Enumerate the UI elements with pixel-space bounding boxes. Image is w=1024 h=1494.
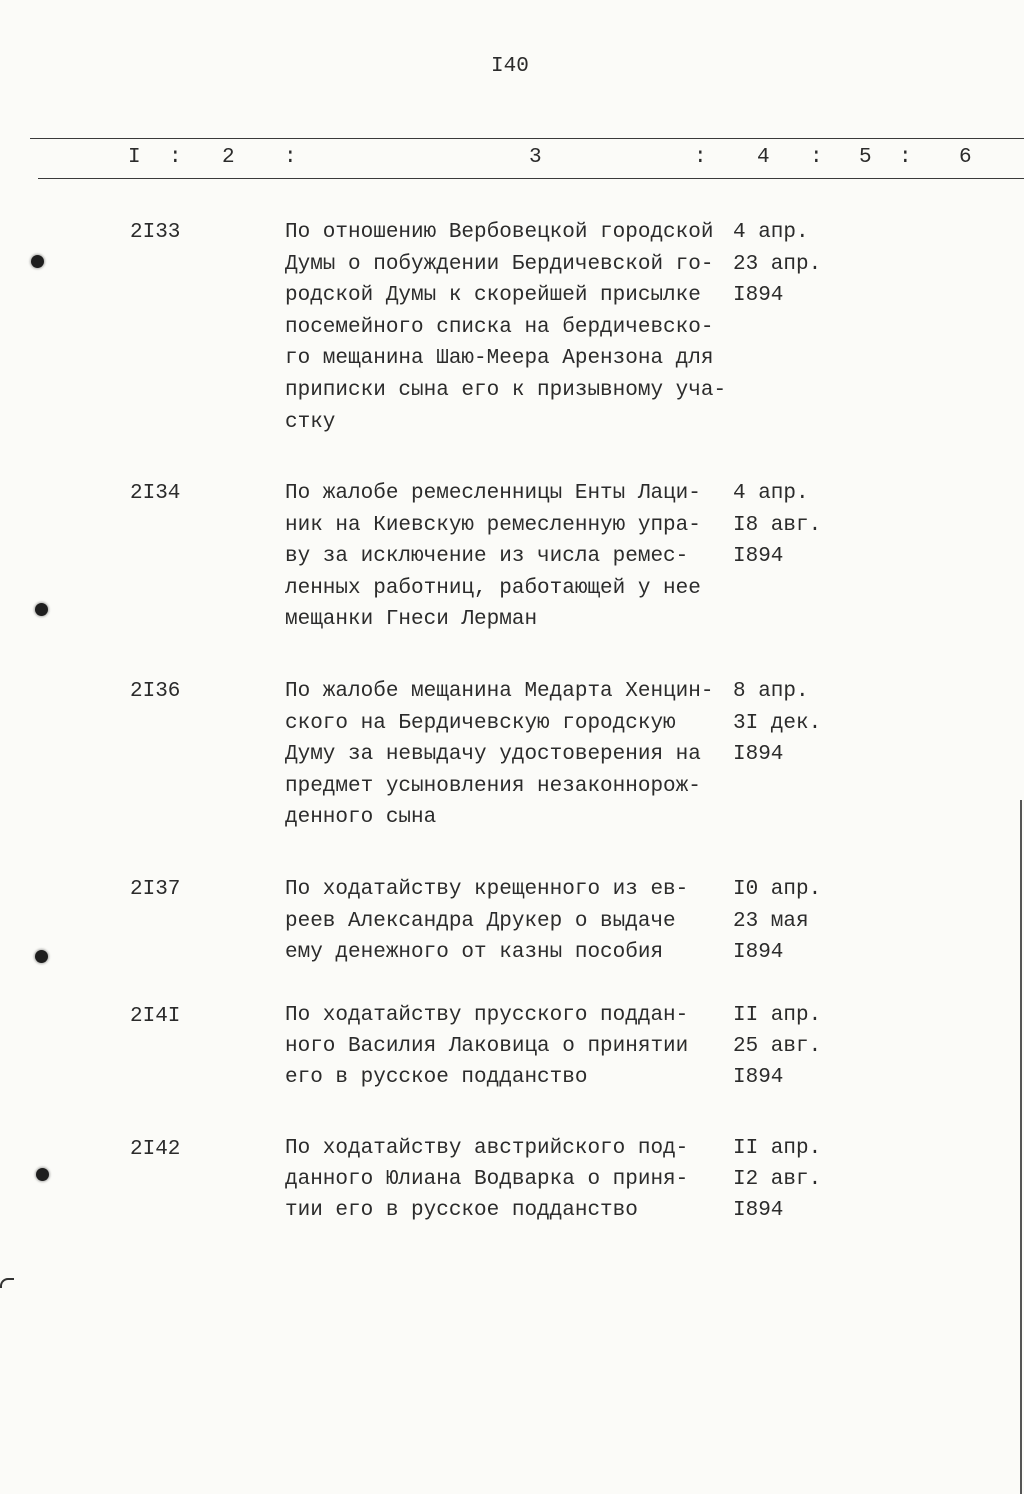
- entry-number: 2I37: [130, 878, 181, 901]
- description-line: его в русское подданство: [285, 1065, 588, 1089]
- entry-dates: [733, 217, 821, 312]
- description-line: реев Александра Друкер о выдаче: [285, 909, 676, 933]
- entry-dates: [733, 1134, 821, 1226]
- description-line: го мещанина Шаю-Меера Арензона для: [285, 347, 714, 371]
- description-line: ленных работниц, работающей у нее: [285, 576, 701, 600]
- start-date: II апр.: [733, 1004, 822, 1027]
- year: I894: [733, 743, 784, 767]
- entry-number: 2I33: [130, 221, 181, 244]
- column-header-4: 4: [757, 146, 770, 169]
- entry-dates: [733, 1001, 821, 1093]
- entry-description: [285, 874, 688, 969]
- year: I894: [733, 545, 784, 569]
- punch-hole-mark: [35, 950, 48, 963]
- punch-hole-mark: [35, 603, 48, 616]
- description-line: данного Юлиана Водварка о приня-: [285, 1167, 689, 1191]
- page-number: I40: [491, 55, 529, 78]
- entry-number: 2I36: [130, 680, 181, 703]
- end-date: 23 апр.: [733, 252, 822, 276]
- description-line: ского на Бердичевскую городскую: [285, 711, 676, 735]
- description-line: По жалобе мещанина Медарта Хенцин-: [285, 680, 714, 703]
- punch-hole-mark: [31, 255, 44, 268]
- description-line: По отношению Вербовецкой городской: [285, 221, 714, 244]
- year: I894: [733, 1065, 784, 1089]
- entry-description: [285, 1134, 688, 1226]
- end-date: 3I дек.: [733, 711, 822, 735]
- description-line: Думы о побуждении Бердичевской го-: [285, 252, 714, 276]
- description-line: предмет усыновления незаконнорож-: [285, 774, 701, 798]
- year: I894: [733, 941, 784, 965]
- description-line: По жалобе ремесленницы Енты Лаци-: [285, 482, 701, 505]
- entry-description: [285, 217, 726, 438]
- description-line: ему денежного от казны пособия: [285, 941, 664, 965]
- column-header-5: 5: [859, 146, 872, 169]
- column-separator: :: [810, 146, 823, 169]
- entry-number: 2I34: [130, 482, 181, 505]
- description-line: тии его в русское подданство: [285, 1198, 638, 1222]
- entry-description: [285, 1001, 688, 1093]
- column-separator: :: [284, 146, 297, 169]
- column-separator: :: [694, 146, 707, 169]
- entry-number: 2I42: [130, 1138, 181, 1161]
- end-date: 23 мая: [733, 909, 809, 933]
- column-header-2: 2: [222, 146, 235, 169]
- start-date: 8 апр.: [733, 680, 809, 703]
- start-date: II апр.: [733, 1137, 822, 1160]
- column-header-6: 6: [959, 146, 972, 169]
- entry-description: [285, 676, 713, 834]
- start-date: 4 апр.: [733, 482, 809, 505]
- description-line: ного Василия Лаковица о принятии: [285, 1034, 689, 1058]
- column-separator: :: [899, 146, 912, 169]
- entry-number: 2I4I: [130, 1005, 181, 1028]
- end-date: 25 авг.: [733, 1034, 822, 1058]
- description-line: По ходатайству крещенного из ев-: [285, 878, 689, 901]
- description-line: родской Думы к скорейшей присылке: [285, 284, 701, 308]
- start-date: 4 апр.: [733, 221, 809, 244]
- description-line: По ходатайству прусского поддан-: [285, 1004, 689, 1027]
- description-line: ву за исключение из числа ремес-: [285, 545, 689, 569]
- page-edge-shadow: [1020, 800, 1022, 1494]
- description-line: денного сына: [285, 806, 437, 830]
- entry-dates: [733, 874, 821, 969]
- description-line: посемейного списка на бердичевско-: [285, 315, 714, 339]
- entry-dates: [733, 676, 821, 771]
- description-line: мещанки Гнеси Лерман: [285, 608, 538, 632]
- column-header-1: I: [128, 146, 141, 169]
- start-date: I0 апр.: [733, 878, 822, 901]
- entry-description: [285, 478, 701, 636]
- header-top-rule: [30, 138, 1024, 139]
- punch-hole-mark: [36, 1168, 49, 1181]
- description-line: стку: [285, 410, 336, 434]
- description-line: приписки сына его к призывному уча-: [285, 378, 727, 402]
- year: I894: [733, 1198, 784, 1222]
- description-line: Думу за невыдачу удостоверения на: [285, 743, 701, 767]
- description-line: По ходатайству австрийского под-: [285, 1137, 689, 1160]
- column-header-3: 3: [529, 146, 542, 169]
- entry-dates: [733, 478, 821, 573]
- end-date: I2 авг.: [733, 1167, 822, 1191]
- edge-mark: [0, 1278, 14, 1288]
- header-bottom-rule: [38, 178, 1024, 179]
- column-separator: :: [169, 146, 182, 169]
- year: I894: [733, 284, 784, 308]
- end-date: I8 авг.: [733, 513, 822, 537]
- description-line: ник на Киевскую ремесленную упра-: [285, 513, 701, 537]
